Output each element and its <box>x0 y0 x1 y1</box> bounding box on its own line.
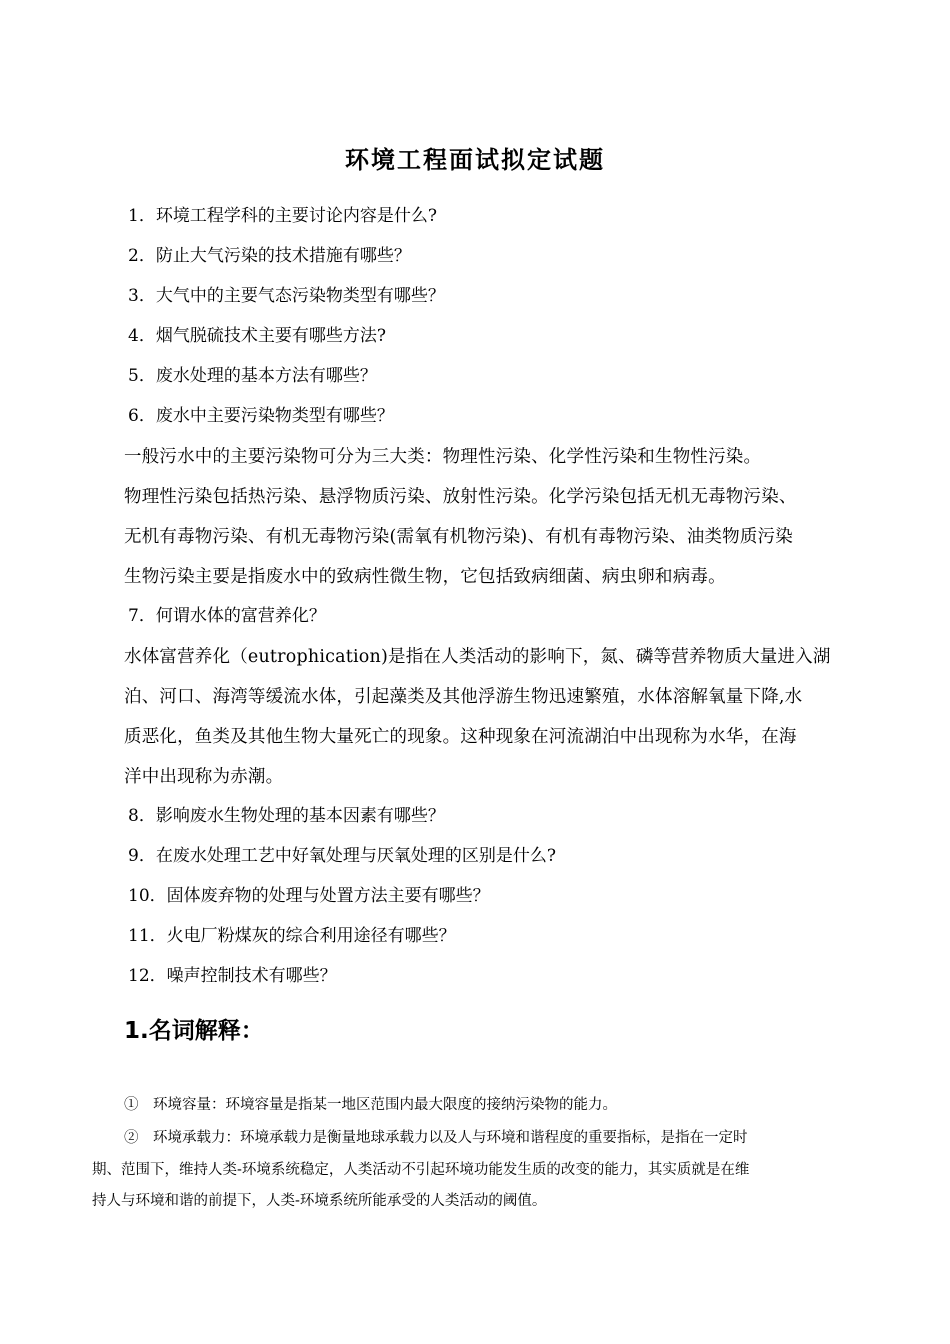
question-8: 8．影响废水生物处理的基本因素有哪些？ <box>128 806 445 826</box>
question-3: 3．大气中的主要气态污染物类型有哪些？ <box>128 286 445 306</box>
question-2: 2．防止大气污染的技术措施有哪些？ <box>128 246 411 266</box>
answer-6-line: 生物污染主要是指废水中的致病性微生物，它包括致病细菌、病虫卵和病毒。 <box>124 567 726 587</box>
answer-7-line: 质恶化，鱼类及其他生物大量死亡的现象。这种现象在河流湖泊中出现称为水华，在海 <box>124 727 797 747</box>
answer-6-line: 物理性污染包括热污染、悬浮物质污染、放射性污染。化学污染包括无机无毒物污染、 <box>124 487 797 507</box>
section-heading: 1.名词解释： <box>124 1018 264 1044</box>
question-6: 6．废水中主要污染物类型有哪些？ <box>128 406 394 426</box>
question-1: 1．环境工程学科的主要讨论内容是什么? <box>128 206 437 226</box>
definition-2-line: 持人与环境和谐的前提下，人类-环境系统所能承受的人类活动的阈值。 <box>92 1193 547 1209</box>
answer-7-line: 泊、河口、海湾等缓流水体，引起藻类及其他浮游生物迅速繁殖，水体溶解氧量下降,水 <box>124 687 803 707</box>
definition-2-line: 期、范围下，维持人类-环境系统稳定，人类活动不引起环境功能发生质的改变的能力，其实质就是在维 <box>92 1162 750 1178</box>
question-5: 5．废水处理的基本方法有哪些？ <box>128 366 377 386</box>
question-10: 10．固体废弃物的处理与处置方法主要有哪些？ <box>128 886 490 906</box>
question-4: 4．烟气脱硫技术主要有哪些方法? <box>128 326 386 346</box>
page-title: 环境工程面试拟定试题 <box>345 145 605 174</box>
definition-1: ① 环境容量：环境容量是指某一地区范围内最大限度的接纳污染物的能力。 <box>124 1097 617 1113</box>
answer-6-line: 无机有毒物污染、有机无毒物污染(需氧有机物污染)、有机有毒物污染、油类物质污染 <box>124 527 793 547</box>
question-7: 7．何谓水体的富营养化？ <box>128 606 326 626</box>
question-11: 11．火电厂粉煤灰的综合利用途径有哪些？ <box>128 926 456 946</box>
answer-7-line: 水体富营养化（eutrophication)是指在人类活动的影响下，氮、磷等营养物质大量进入湖 <box>124 647 831 667</box>
definition-2-line: ② 环境承载力：环境承载力是衡量地球承载力以及人与环境和谐程度的重要指标，是指在一定时 <box>124 1130 748 1146</box>
question-9: 9．在废水处理工艺中好氧处理与厌氧处理的区别是什么? <box>128 846 556 866</box>
answer-6-line: 一般污水中的主要污染物可分为三大类：物理性污染、化学性污染和生物性污染。 <box>124 447 762 467</box>
question-12: 12．噪声控制技术有哪些？ <box>128 966 337 986</box>
answer-7-line: 洋中出现称为赤潮。 <box>124 767 284 787</box>
